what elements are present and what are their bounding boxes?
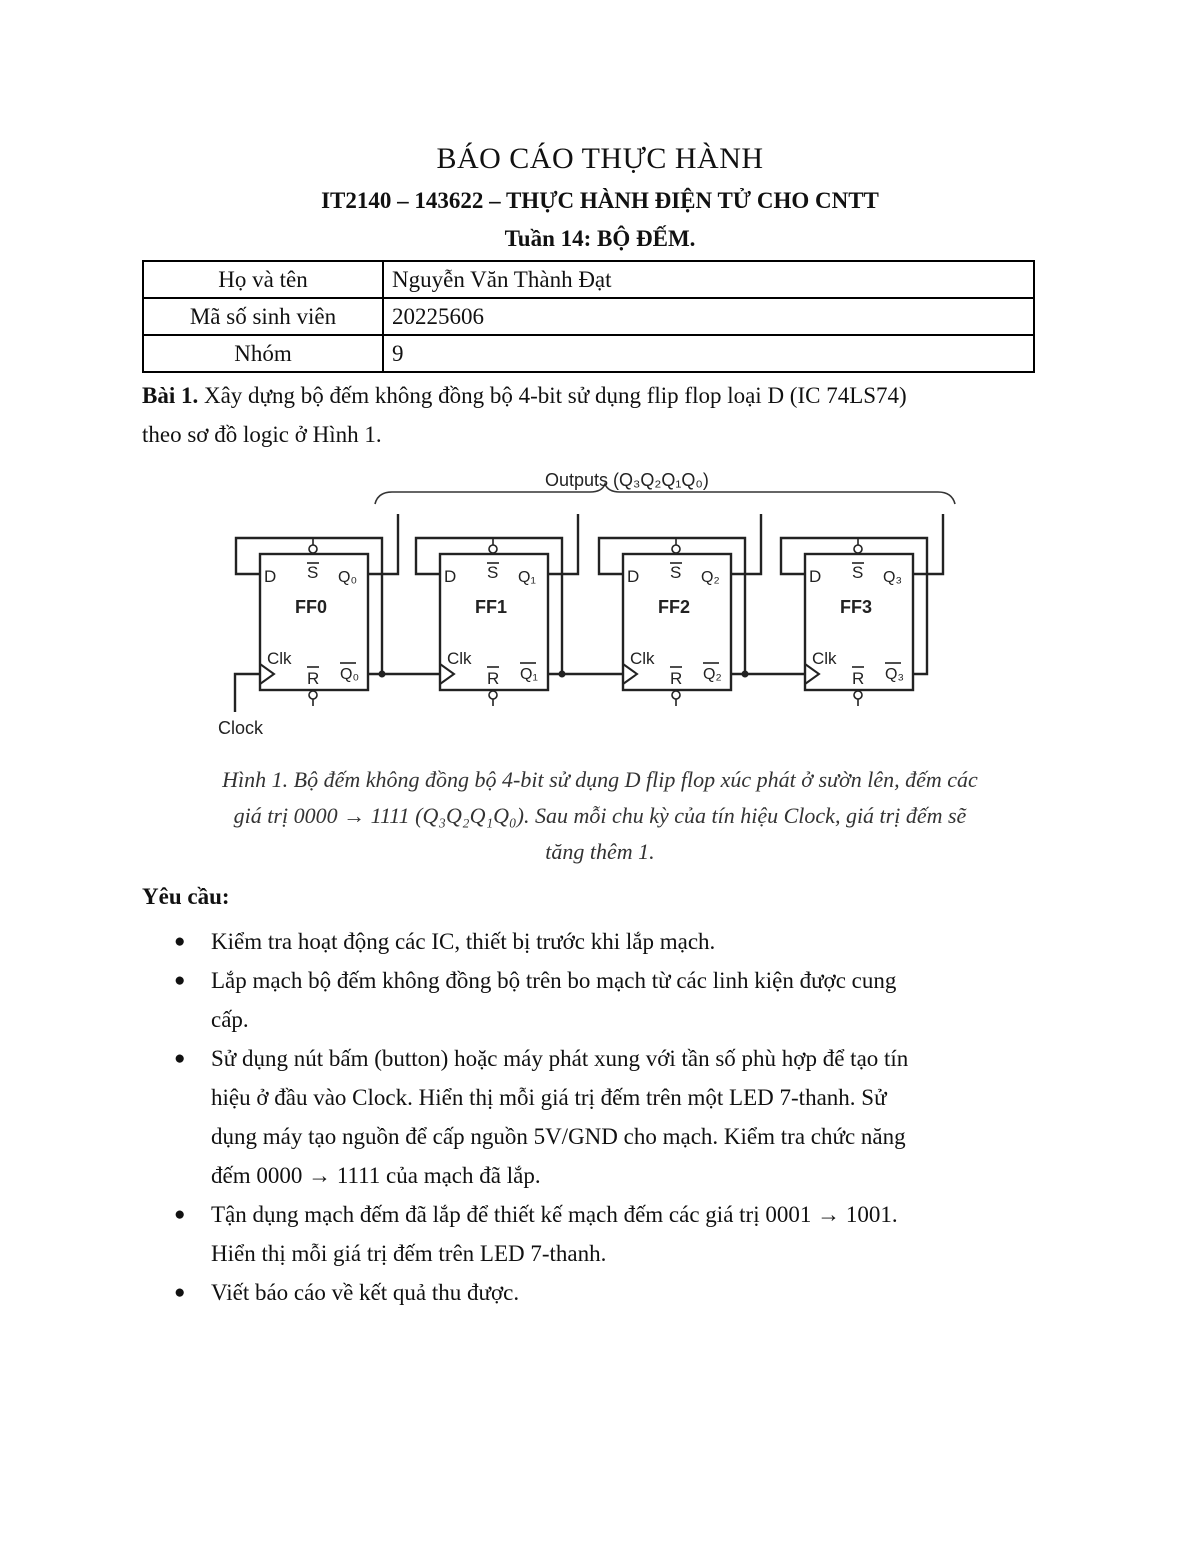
ff-s-label: S [852, 563, 864, 582]
caption-line-3: tăng thêm 1. [545, 839, 655, 864]
ff-d-label: D [809, 567, 822, 586]
ff-name-label: FF3 [840, 597, 873, 617]
course-title: IT2140 – 143622 – THỰC HÀNH ĐIỆN TỬ CHO CNTT [321, 188, 879, 213]
requirements-list [142, 922, 1062, 1312]
requirement-line: Lắp mạch bộ đếm không đồng bộ trên bo mạch từ các linh kiện được cung [211, 968, 897, 993]
group-label: Nhóm [143, 335, 383, 372]
junction-dot [742, 671, 749, 678]
ff-s-label: S [307, 563, 319, 582]
name-value: Nguyễn Văn Thành Đạt [383, 261, 1034, 298]
ff-r-label: R [852, 669, 865, 688]
requirement-line: Sử dụng nút bấm (button) hoặc máy phát xung với tần số phù hợp để tạo tín [211, 1046, 909, 1071]
ff-set-bubble [309, 545, 317, 553]
table-row [143, 298, 1034, 335]
counter-circuit-diagram [210, 462, 970, 752]
ff-set-bubble [489, 545, 497, 553]
requirement-line: Kiểm tra hoạt động các IC, thiết bị trước khi lắp mạch. [211, 929, 716, 954]
ff-qbar-label: Q₀ [340, 666, 360, 683]
ff-name-label: FF2 [658, 597, 691, 617]
ff-r-label: R [307, 669, 320, 688]
requirements-title: Yêu cầu: [142, 884, 230, 909]
table-row [143, 335, 1034, 372]
student-id-label: Mã số sinh viên [143, 298, 383, 335]
figure-caption [140, 762, 1060, 870]
student-info-table [142, 260, 1035, 373]
bullet-icon: ● [174, 970, 186, 991]
requirement-item [142, 1039, 1062, 1195]
exercise-text: Xây dựng bộ đếm không đồng bộ 4-bit sử dụng flip flop loại D (IC 74LS74) [198, 383, 907, 408]
ff-q-label: Q₀ [338, 569, 358, 586]
junction-dot [379, 671, 386, 678]
requirement-line: Hiển thị mỗi giá trị đếm trên LED 7-thanh. [211, 1241, 607, 1266]
requirement-item [142, 922, 1062, 961]
ff-name-label: FF1 [475, 597, 508, 617]
name-label: Họ và tên [143, 261, 383, 298]
ff-qbar-label: Q₃ [885, 666, 904, 683]
bullet-icon: ● [174, 1048, 186, 1069]
ff-clk-label: Clk [812, 649, 837, 668]
exercise-line-1 [142, 376, 1062, 415]
report-title: BÁO CÁO THỰC HÀNH [436, 142, 764, 175]
ff-name-label: FF0 [295, 597, 328, 617]
ff-clk-label: Clk [447, 649, 472, 668]
ff-d-label: D [627, 567, 640, 586]
ff-q-label: Q₂ [701, 569, 720, 586]
requirement-line: Viết báo cáo về kết quả thu được. [211, 1280, 520, 1305]
exercise-line-2: theo sơ đồ logic ở Hình 1. [142, 422, 382, 447]
clock-label: Clock [218, 718, 264, 738]
bullet-icon: ● [174, 931, 186, 952]
ff-s-label: S [487, 563, 499, 582]
ff-reset-bubble [489, 691, 497, 699]
table-row [143, 261, 1034, 298]
group-value: 9 [383, 335, 1034, 372]
student-id-value: 20225606 [383, 298, 1034, 335]
ff-qbar-label: Q₂ [703, 666, 722, 683]
requirement-line: hiệu ở đầu vào Clock. Hiển thị mỗi giá trị đếm trên một LED 7-thanh. Sử [211, 1085, 887, 1110]
ff-reset-bubble [309, 691, 317, 699]
bullet-icon: ● [174, 1204, 186, 1225]
ff-clk-label: Clk [267, 649, 292, 668]
requirement-item [142, 1195, 1062, 1273]
ff-q-label: Q₁ [518, 569, 536, 586]
requirement-line: đếm 0000 → 1111 của mạch đã lắp. [211, 1163, 541, 1188]
requirement-line: dụng máy tạo nguồn để cấp nguồn 5V/GND cho mạch. Kiểm tra chức năng [211, 1124, 906, 1149]
ff-qbar-label: Q₁ [520, 666, 538, 683]
ff-reset-bubble [854, 691, 862, 699]
requirement-item [142, 1273, 1062, 1312]
ff-d-label: D [444, 567, 457, 586]
requirement-line: Tận dụng mạch đếm đã lắp để thiết kế mạch đếm các giá trị 0001 → 1001. [211, 1202, 898, 1227]
ff-r-label: R [487, 669, 500, 688]
ff-r-label: R [670, 669, 683, 688]
ff-d-label: D [264, 567, 277, 586]
ff-reset-bubble [672, 691, 680, 699]
ff-clk-label: Clk [630, 649, 655, 668]
clock-wire [235, 674, 260, 712]
caption-line-1: Hình 1. Bộ đếm không đồng bộ 4-bit sử dụng D flip flop xúc phát ở sườn lên, đếm các [222, 767, 978, 792]
requirement-line: cấp. [211, 1007, 249, 1032]
caption-line-2: giá trị 0000 → 1111 (Q₃Q₂Q₁Q₀). Sau mỗi chu kỳ của tín hiệu Clock, giá trị đếm sẽ [233, 803, 967, 828]
week-title: Tuần 14: BỘ ĐẾM. [504, 226, 696, 251]
junction-dot [559, 671, 566, 678]
ff-s-label: S [670, 563, 682, 582]
ff-set-bubble [854, 545, 862, 553]
bullet-icon: ● [174, 1282, 186, 1303]
ff-q-label: Q₃ [883, 569, 902, 586]
requirement-item [142, 961, 1062, 1039]
ff-set-bubble [672, 545, 680, 553]
outputs-label: Outputs (Q₃Q₂Q₁Q₀) [545, 470, 709, 490]
exercise-paragraph [142, 376, 1062, 454]
exercise-label: Bài 1. [142, 383, 199, 408]
